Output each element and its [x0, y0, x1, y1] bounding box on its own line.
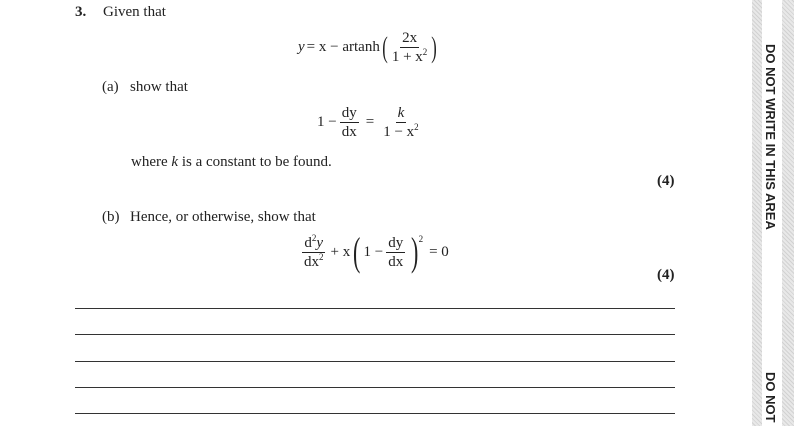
left-paren: (	[382, 30, 388, 64]
part-b-left-paren: (	[353, 229, 361, 274]
part-b-marks: (4)	[657, 267, 675, 283]
main-eq-rhs-prefix: = x − artanh	[306, 39, 380, 55]
part-b-label: (b)	[102, 209, 120, 225]
part-b-outer-exp: 2	[418, 234, 424, 244]
answer-line[interactable]	[75, 308, 675, 309]
part-b-plus-x: + x	[330, 243, 351, 260]
part-a-equation	[317, 105, 424, 140]
main-eq-lhs: y	[298, 39, 305, 55]
part-a-marks: (4)	[657, 173, 675, 189]
part-a-rhs-fraction: $\frac{k}{1 - x^2}$	[383, 105, 419, 140]
part-a-one-minus: 1 −	[317, 114, 337, 130]
part-a-text: show that	[130, 79, 188, 95]
part-b-text: Hence, or otherwise, show that	[130, 209, 316, 225]
do-not-write-label-partial: DO NOT	[763, 372, 778, 423]
question-intro: Given that	[103, 4, 166, 20]
part-a-derivative: $\frac{dy}{dx}$	[341, 105, 357, 140]
main-eq-numerator: 2x	[402, 30, 418, 46]
part-b-derivative: $\frac{dy}{dx}$	[388, 234, 404, 270]
main-equation	[298, 30, 439, 65]
main-eq-denominator: $1 + x^2$	[391, 47, 428, 65]
part-b-equals-zero: = 0	[429, 243, 449, 260]
question-number: 3.	[75, 4, 87, 20]
part-a-label: (a)	[102, 79, 119, 95]
part-b-second-derivative: $\frac{d^2y}{dx^2}$	[304, 232, 324, 270]
right-paren: )	[431, 30, 438, 64]
part-b-equation	[299, 229, 449, 274]
answer-line[interactable]	[75, 387, 675, 388]
part-b-one-minus: 1 −	[363, 243, 384, 260]
part-a-where-text: where k is a constant to be found.	[131, 154, 332, 170]
part-b-right-paren: )	[411, 229, 419, 274]
answer-line[interactable]	[75, 361, 675, 362]
main-eq-fraction	[390, 30, 429, 65]
part-a-equals: =	[365, 114, 375, 130]
answer-line[interactable]	[75, 413, 675, 414]
answer-line[interactable]	[75, 334, 675, 335]
do-not-write-label: DO NOT WRITE IN THIS AREA	[763, 44, 778, 230]
